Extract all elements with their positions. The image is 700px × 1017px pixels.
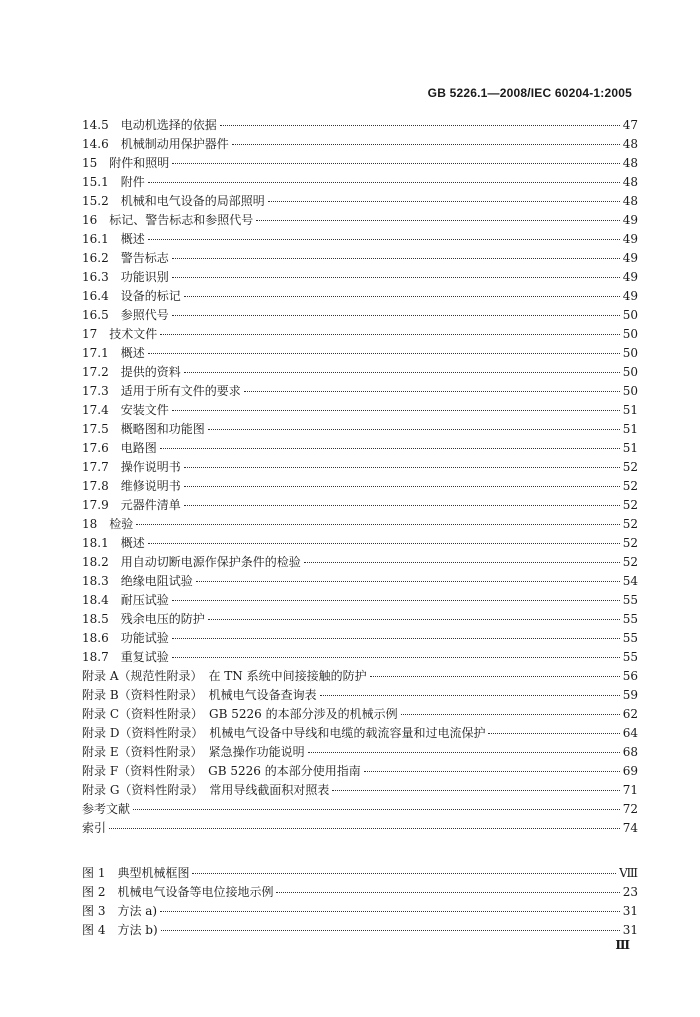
dot-leader — [256, 219, 619, 221]
dot-leader — [172, 599, 620, 601]
entry-page-number: 59 — [622, 688, 638, 702]
toc-entry[interactable] — [82, 135, 638, 154]
toc-section-list — [82, 116, 638, 838]
entry-page-number: 31 — [622, 904, 638, 918]
entry-title: 索引 — [82, 821, 107, 835]
dot-leader — [172, 656, 620, 658]
toc-entry[interactable] — [82, 477, 638, 496]
toc-entry[interactable] — [82, 249, 638, 268]
dot-leader — [232, 143, 620, 145]
entry-page-number: 50 — [622, 365, 638, 379]
dot-leader — [364, 770, 620, 772]
dot-leader — [109, 827, 620, 829]
entry-page-number: 55 — [622, 631, 638, 645]
entry-page-number: 56 — [622, 669, 638, 683]
dot-leader — [148, 352, 620, 354]
toc-entry[interactable] — [82, 116, 638, 135]
dot-leader — [276, 891, 619, 893]
entry-page-number: 23 — [622, 885, 638, 899]
dot-leader — [136, 523, 619, 525]
dot-leader — [148, 181, 620, 183]
dot-leader — [370, 675, 620, 677]
entry-page-number: 48 — [622, 175, 638, 189]
entry-title: 16.4 设备的标记 — [82, 289, 181, 303]
dot-leader — [172, 257, 620, 259]
entry-page-number: 49 — [622, 270, 638, 284]
toc-entry[interactable] — [82, 401, 638, 420]
dot-leader — [184, 504, 620, 506]
entry-title: 图 4 方法 b) — [82, 923, 158, 937]
entry-title: 17.2 提供的资料 — [82, 365, 181, 379]
entry-page-number: 31 — [622, 923, 638, 937]
section-gap — [82, 838, 638, 864]
entry-title: 15 附件和照明 — [82, 156, 170, 170]
dot-leader — [184, 485, 620, 487]
entry-page-number: 55 — [622, 612, 638, 626]
entry-page-number: 49 — [622, 213, 638, 227]
entry-page-number: 72 — [622, 802, 638, 816]
dot-leader — [184, 371, 620, 373]
entry-title: 16.3 功能识别 — [82, 270, 169, 284]
entry-page-number: 51 — [622, 422, 638, 436]
toc-entry[interactable] — [82, 344, 638, 363]
entry-title: 图 3 方法 a) — [82, 904, 158, 918]
toc-entry[interactable] — [82, 420, 638, 439]
entry-title: 16.2 警告标志 — [82, 251, 169, 265]
entry-title: 17.4 安装文件 — [82, 403, 169, 417]
figure-entry[interactable] — [82, 883, 638, 902]
entry-title: 附录 G（资料性附录） 常用导线截面积对照表 — [82, 783, 330, 797]
toc-entry[interactable] — [82, 230, 638, 249]
entry-title: 附录 C（资料性附录） GB 5226 的本部分涉及的机械示例 — [82, 707, 398, 721]
entry-page-number: 50 — [622, 384, 638, 398]
toc-entry[interactable] — [82, 629, 638, 648]
dot-leader — [208, 618, 620, 620]
entry-page-number: 55 — [622, 593, 638, 607]
toc-entry[interactable] — [82, 648, 638, 667]
entry-page-number: 62 — [622, 707, 638, 721]
entry-page-number: 64 — [622, 726, 638, 740]
entry-page-number: 51 — [622, 403, 638, 417]
toc-entry[interactable] — [82, 173, 638, 192]
entry-page-number: 52 — [622, 479, 638, 493]
dot-leader — [488, 732, 619, 734]
entry-title: 17.7 操作说明书 — [82, 460, 181, 474]
entry-page-number: 52 — [622, 460, 638, 474]
entry-page-number: 50 — [622, 327, 638, 341]
entry-title: 17.8 维修说明书 — [82, 479, 181, 493]
dot-leader — [148, 238, 620, 240]
toc-entry[interactable] — [82, 553, 638, 572]
entry-page-number: Ⅷ — [619, 866, 638, 880]
toc-entry[interactable] — [82, 686, 638, 705]
entry-page-number: 49 — [622, 232, 638, 246]
entry-page-number: 52 — [622, 517, 638, 531]
toc-entry[interactable] — [82, 819, 638, 838]
entry-title: 图 1 典型机械框图 — [82, 866, 190, 880]
entry-page-number: 48 — [622, 137, 638, 151]
entry-title: 18.1 概述 — [82, 536, 145, 550]
page-number: Ⅲ — [615, 938, 630, 952]
dot-leader — [160, 333, 619, 335]
entry-page-number: 50 — [622, 308, 638, 322]
dot-leader — [172, 314, 620, 316]
entry-title: 参考文献 — [82, 802, 131, 816]
entry-title: 17.6 电路图 — [82, 441, 157, 455]
entry-title: 14.5 电动机选择的依据 — [82, 118, 217, 132]
entry-title: 18.5 残余电压的防护 — [82, 612, 205, 626]
entry-page-number: 49 — [622, 251, 638, 265]
entry-title: 18.3 绝缘电阻试验 — [82, 574, 193, 588]
entry-title: 14.6 机械制动用保护器件 — [82, 137, 229, 151]
dot-leader — [172, 409, 620, 411]
entry-page-number: 69 — [622, 764, 638, 778]
entry-page-number: 52 — [622, 536, 638, 550]
entry-title: 18.6 功能试验 — [82, 631, 169, 645]
dot-leader — [304, 561, 620, 563]
toc-entry[interactable] — [82, 724, 638, 743]
toc-entry[interactable] — [82, 439, 638, 458]
dot-leader — [308, 751, 620, 753]
entry-page-number: 74 — [622, 821, 638, 835]
table-of-contents — [82, 116, 638, 940]
figure-entry[interactable] — [82, 921, 638, 940]
toc-entry[interactable] — [82, 496, 638, 515]
dot-leader — [332, 789, 619, 791]
entry-title: 附录 E（资料性附录） 紧急操作功能说明 — [82, 745, 305, 759]
entry-page-number: 71 — [622, 783, 638, 797]
entry-title: 17.9 元器件清单 — [82, 498, 181, 512]
dot-leader — [172, 637, 620, 639]
entry-page-number: 48 — [622, 194, 638, 208]
toc-entry[interactable] — [82, 382, 638, 401]
toc-entry[interactable] — [82, 781, 638, 800]
entry-page-number: 49 — [622, 289, 638, 303]
entry-page-number: 50 — [622, 346, 638, 360]
entry-page-number: 48 — [622, 156, 638, 170]
entry-title: 16.1 概述 — [82, 232, 145, 246]
standard-code-header: GB 5226.1—2008/IEC 60204-1:2005 — [427, 86, 632, 100]
dot-leader — [401, 713, 620, 715]
toc-entry[interactable] — [82, 667, 638, 686]
toc-entry[interactable] — [82, 325, 638, 344]
entry-title: 16 标记、警告标志和参照代号 — [82, 213, 254, 227]
dot-leader — [320, 694, 620, 696]
figure-entry[interactable] — [82, 902, 638, 921]
toc-entry[interactable] — [82, 211, 638, 230]
toc-entry[interactable] — [82, 705, 638, 724]
dot-leader — [244, 390, 620, 392]
entry-title: 17.3 适用于所有文件的要求 — [82, 384, 241, 398]
entry-page-number: 51 — [622, 441, 638, 455]
toc-entry[interactable] — [82, 743, 638, 762]
toc-entry[interactable] — [82, 287, 638, 306]
toc-entry[interactable] — [82, 268, 638, 287]
dot-leader — [172, 276, 620, 278]
figure-list — [82, 864, 638, 940]
dot-leader — [160, 910, 620, 912]
toc-entry[interactable] — [82, 458, 638, 477]
toc-entry[interactable] — [82, 762, 638, 781]
toc-entry[interactable] — [82, 610, 638, 629]
entry-title: 17.1 概述 — [82, 346, 145, 360]
dot-leader — [208, 428, 620, 430]
toc-entry[interactable] — [82, 306, 638, 325]
entry-page-number: 52 — [622, 555, 638, 569]
toc-entry[interactable] — [82, 363, 638, 382]
entry-title: 附录 D（资料性附录） 机械电气设备中导线和电缆的载流容量和过电流保护 — [82, 726, 486, 740]
dot-leader — [192, 872, 616, 874]
dot-leader — [184, 466, 620, 468]
entry-title: 17 技术文件 — [82, 327, 158, 341]
dot-leader — [161, 929, 620, 931]
entry-title: 15.2 机械和电气设备的局部照明 — [82, 194, 265, 208]
entry-page-number: 47 — [622, 118, 638, 132]
toc-entry[interactable] — [82, 154, 638, 173]
dot-leader — [133, 808, 620, 810]
entry-title: 18.4 耐压试验 — [82, 593, 169, 607]
figure-entry[interactable] — [82, 864, 638, 883]
entry-page-number: 52 — [622, 498, 638, 512]
entry-title: 18.7 重复试验 — [82, 650, 169, 664]
toc-entry[interactable] — [82, 534, 638, 553]
entry-page-number: 54 — [622, 574, 638, 588]
dot-leader — [172, 162, 619, 164]
dot-leader — [220, 124, 620, 126]
toc-entry[interactable] — [82, 591, 638, 610]
entry-title: 15.1 附件 — [82, 175, 145, 189]
dot-leader — [148, 542, 620, 544]
entry-title: 17.5 概略图和功能图 — [82, 422, 205, 436]
entry-page-number: 55 — [622, 650, 638, 664]
dot-leader — [268, 200, 620, 202]
dot-leader — [160, 447, 620, 449]
entry-page-number: 68 — [622, 745, 638, 759]
entry-title: 18.2 用自动切断电源作保护条件的检验 — [82, 555, 301, 569]
entry-title: 18 检验 — [82, 517, 134, 531]
entry-title: 附录 F（资料性附录） GB 5226 的本部分使用指南 — [82, 764, 361, 778]
dot-leader — [184, 295, 620, 297]
toc-entry[interactable] — [82, 515, 638, 534]
dot-leader — [196, 580, 620, 582]
toc-entry[interactable] — [82, 572, 638, 591]
entry-title: 附录 A（规范性附录） 在 TN 系统中间接接触的防护 — [82, 669, 367, 683]
entry-title: 16.5 参照代号 — [82, 308, 169, 322]
toc-entry[interactable] — [82, 800, 638, 819]
entry-title: 附录 B（资料性附录） 机械电气设备查询表 — [82, 688, 317, 702]
toc-entry[interactable] — [82, 192, 638, 211]
entry-title: 图 2 机械电气设备等电位接地示例 — [82, 885, 274, 899]
